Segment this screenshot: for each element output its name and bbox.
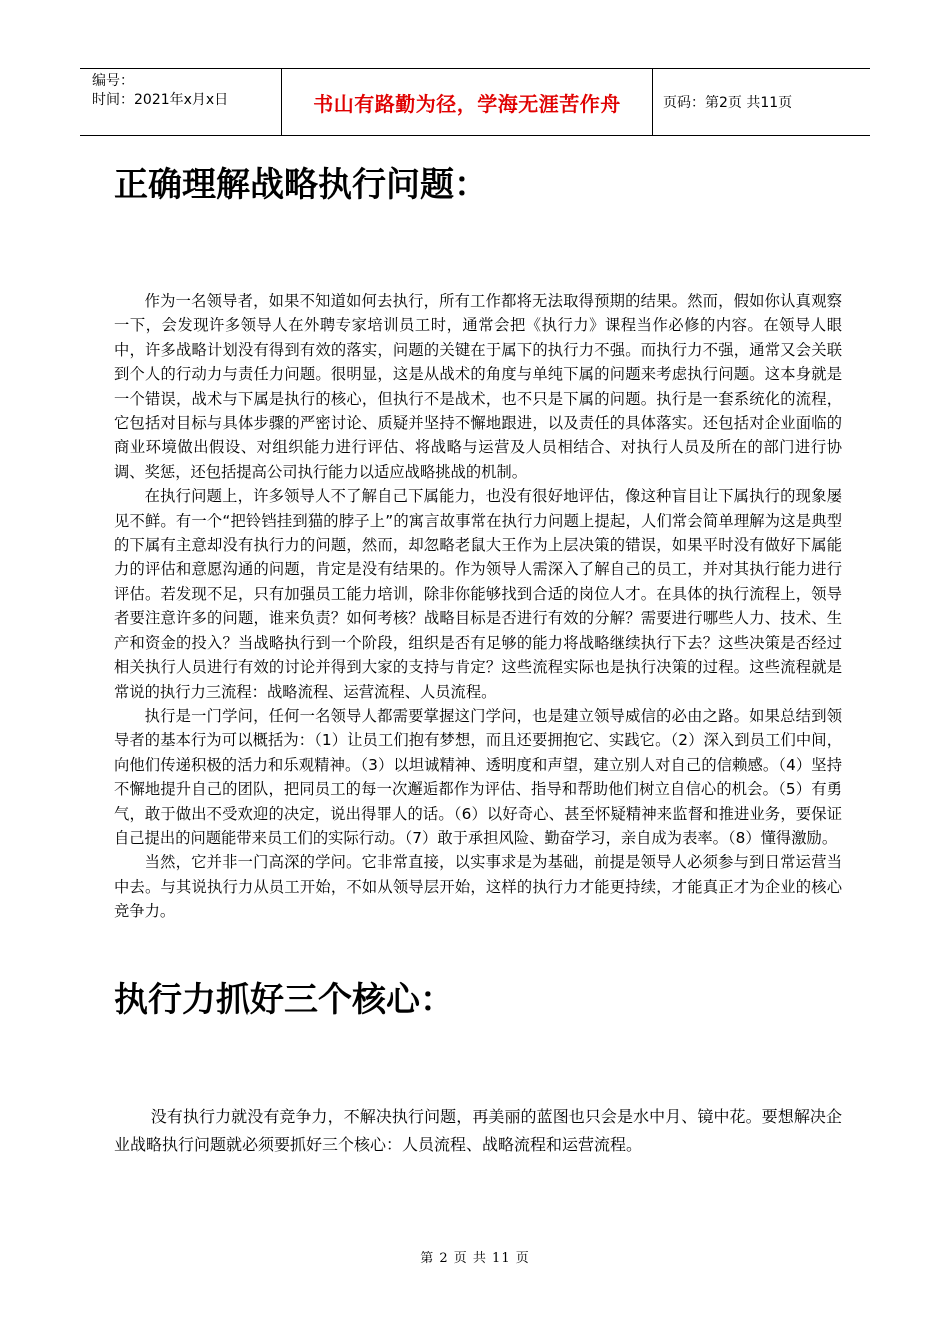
- header-meta: [80, 69, 282, 135]
- section2-title: 执行力抓好三个核心：: [114, 980, 454, 1020]
- section1-paragraph: 当然，它并非一门高深的学问。它非常直接，以实事求是为基础，前提是领导人必须参与到日常运营当中去。与其说执行力从员工开始，不如从领导层开始，这样的执行力才能更持续，才能真正才为企业的核心竞争力。: [114, 853, 842, 921]
- section1-paragraph: 作为一名领导者，如果不知道如何去执行，所有工作都将无法取得预期的结果。然而，假如你认真观察一下，会发现许多领导人在外聘专家培训员工时，通常会把《执行力》课程当作必修的内容。在领导人眼中，许多战略计划没有得到有效的落实，问题的关键在于属下的执行力不强。而执行力不强，通常又会关联到个人的行动力与责任力问题。很明显，这是从战术的角度与单纯下属的问题来考虑执行问题。这本身就是一个错误，战术与下属是执行的核心，但执行不是战术，也不只是下属的问题。执行是一套系统化的流程，它包括对目标与具体步骤的严密讨论、质疑并坚持不懈地跟进，以及责任的具体落实。还包括对企业面临的商业环境做出假设、对组织能力进行评估、将战略与运营及人员相结合、对执行人员及所在的部门进行协调、奖惩，还包括提高公司执行能力以适应战略挑战的机制。: [114, 292, 842, 481]
- section1-body: [114, 289, 842, 924]
- section1-paragraph: 在执行问题上，许多领导人不了解自己下属能力，也没有很好地评估，像这种盲目让下属执行的现象屡见不鲜。有一个“把铃铛挂到猫的脖子上”的寓言故事常在执行力问题上提起，人们常会简单理解为这是典型的下属有主意却没有执行力的问题，然而，却忽略老鼠大王作为上层决策的错误，如果平时没有做好下属能力的评估和意愿沟通的问题，肯定是没有结果的。作为领导人需深入了解自己的员工，并对其执行能力进行评估。若发现不足，只有加强员工能力培训，除非你能够找到合适的岗位人才。在具体的执行流程上，领导者要注意许多的问题，谁来负责？如何考核？战略目标是否进行有效的分解？需要进行哪些人力、技术、生产和资金的投入？当战略执行到一个阶段，组织是否有足够的能力将战略继续执行下去？这些决策是否经过相关执行人员进行有效的讨论并得到大家的支持与肯定？这些流程实际也是执行决策的过程。这些流程就是常说的执行力三流程：战略流程、运营流程、人员流程。: [114, 487, 842, 701]
- section1-title: 正确理解战略执行问题：: [114, 165, 488, 205]
- section2-body: [114, 1103, 842, 1159]
- page-footer: 第 2 页 共 11 页: [420, 1251, 530, 1266]
- header-motto: 书山有路勤为径，学海无涯苦作舟: [282, 69, 653, 135]
- time-label: 时间：2021年x月x日: [92, 92, 229, 108]
- section2-paragraph: 没有执行力就没有竞争力，不解决执行问题，再美丽的蓝图也只会是水中月、镜中花。要想解决企业战略执行问题就必须要抓好三个核心：人员流程、战略流程和运营流程。: [114, 1107, 842, 1154]
- section1-paragraph: 执行是一门学问，任何一名领导人都需要掌握这门学问，也是建立领导威信的必由之路。如果总结到领导者的基本行为可以概括为：（1）让员工们抱有梦想，而且还要拥抱它、实践它。（2）深入到员工们中间，向他们传递积极的活力和乐观精神。（3）以坦诚精神、透明度和声望，建立别人对自己的信赖感。（4）坚持不懈地提升自己的团队，把同员工的每一次邂逅都作为评估、指导和帮助他们树立自信心的机会。（5）有勇气，敢于做出不受欢迎的决定，说出得罪人的话。（6）以好奇心、甚至怀疑精神来监督和推进业务，要保证自己提出的问题能带来员工们的实际行动。（7）敢于承担风险、勤奋学习，亲自成为表率。（8）懂得激励。: [114, 706, 842, 847]
- header-page-info: 页码：第2页 共11页: [663, 95, 793, 111]
- number-label: 编号：: [92, 73, 134, 89]
- page-header: [80, 68, 870, 136]
